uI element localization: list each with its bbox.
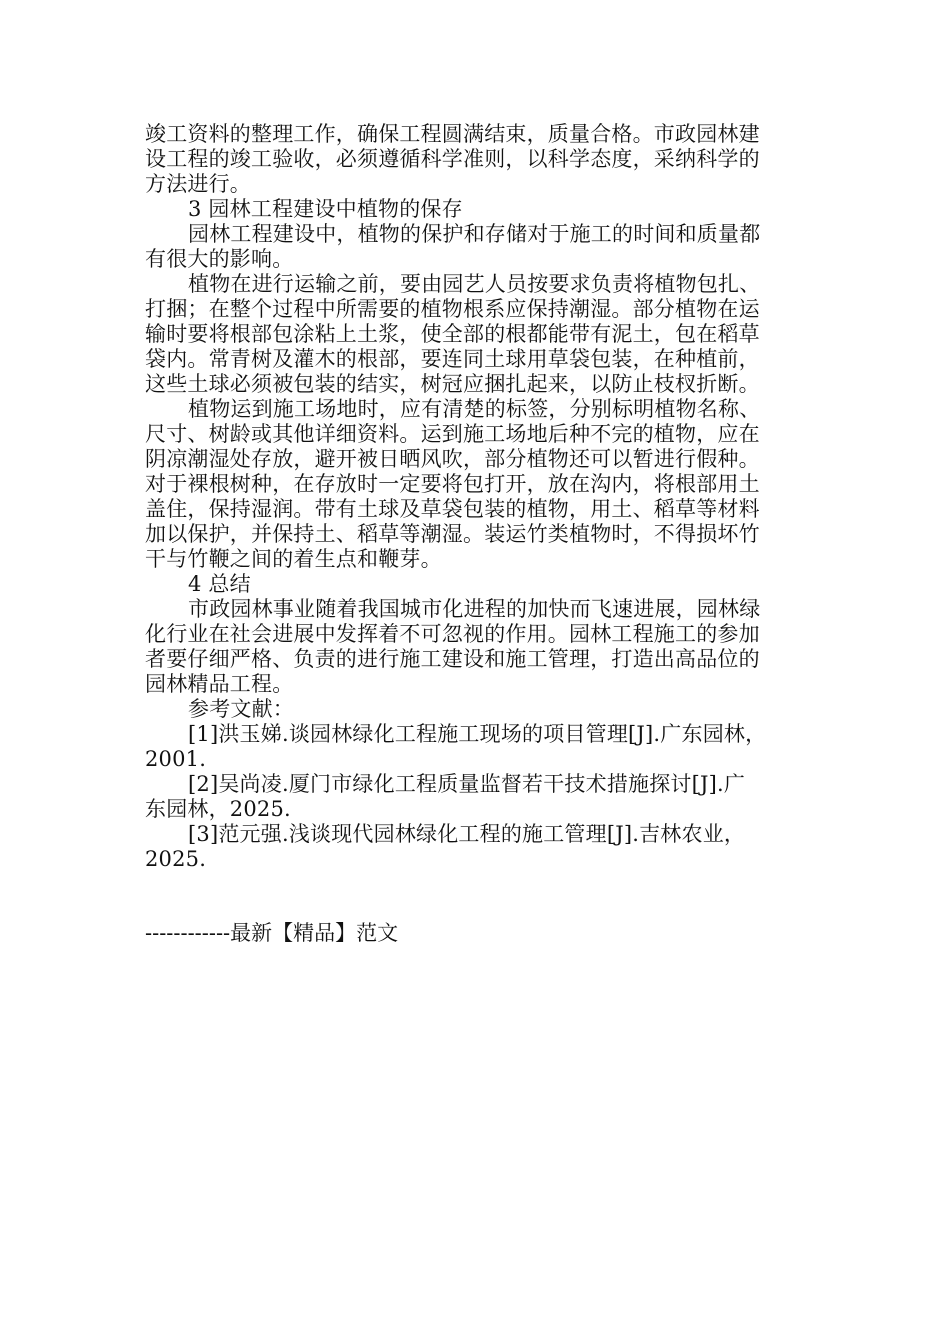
text-line: 干与竹鞭之间的着生点和鞭芽。 (145, 547, 442, 571)
reference-line: 2001. (145, 747, 207, 771)
text-line: 盖住，保持湿润。带有土球及草袋包装的植物，用土、稻草等材料 (145, 497, 760, 521)
text-line: 竣工资料的整理工作，确保工程圆满结束，质量合格。市政园林建 (145, 122, 760, 146)
references-heading: 参考文献： (188, 697, 294, 721)
text-line: 市政园林事业随着我国城市化进程的加快而飞速进展，园林绿 (188, 597, 761, 621)
footer-banner: ------------最新【精品】范文 (145, 921, 399, 945)
reference-line: 东园林，2025. (145, 797, 291, 821)
text-line: 园林工程建设中，植物的保护和存储对于施工的时间和质量都 (188, 222, 761, 246)
text-line: 尺寸、树龄或其他详细资料。运到施工场地后种不完的植物，应在 (145, 422, 760, 446)
reference-line: [3]范元强.浅谈现代园林绿化工程的施工管理[J].吉林农业， (188, 822, 746, 846)
reference-line: [1]洪玉娣.谈园林绿化工程施工现场的项目管理[J].广东园林， (188, 722, 767, 746)
text-line: 化行业在社会进展中发挥着不可忽视的作用。园林工程施工的参加 (145, 622, 760, 646)
text-line: 袋内。常青树及灌木的根部，要连同土球用草袋包装，在种植前， (145, 347, 760, 371)
text-line: 设工程的竣工验收，必须遵循科学准则，以科学态度，采纳科学的 (145, 147, 760, 171)
text-line: 方法进行。 (145, 172, 251, 196)
text-line: 者要仔细严格、负责的进行施工建设和施工管理，打造出高品位的 (145, 647, 760, 671)
text-line: 有很大的影响。 (145, 247, 294, 271)
text-line: 打捆；在整个过程中所需要的植物根系应保持潮湿。部分植物在运 (145, 297, 760, 321)
section-heading: 3 园林工程建设中植物的保存 (188, 197, 463, 221)
text-line: 阴凉潮湿处存放，避开被日晒风吹，部分植物还可以暂进行假种。 (145, 447, 760, 471)
text-line: 植物运到施工场地时，应有清楚的标签，分别标明植物名称、 (188, 397, 761, 421)
text-line: 对于裸根树种，在存放时一定要将包打开，放在沟内，将根部用土 (145, 472, 760, 496)
text-line: 植物在进行运输之前，要由园艺人员按要求负责将植物包扎、 (188, 272, 761, 296)
text-line: 这些土球必须被包装的结实，树冠应捆扎起来，以防止枝杈折断。 (145, 372, 760, 396)
reference-line: 2025. (145, 847, 207, 871)
text-line: 园林精品工程。 (145, 672, 294, 696)
text-line: 加以保护，并保持土、稻草等潮湿。装运竹类植物时，不得损坏竹 (145, 522, 760, 546)
document-body (145, 122, 805, 872)
text-line: 输时要将根部包涂粘上土浆，使全部的根都能带有泥土，包在稻草 (145, 322, 760, 346)
section-heading: 4 总结 (188, 572, 251, 596)
reference-line: [2]吴尚凌.厦门市绿化工程质量监督若干技术措施探讨[J].广 (188, 772, 746, 796)
